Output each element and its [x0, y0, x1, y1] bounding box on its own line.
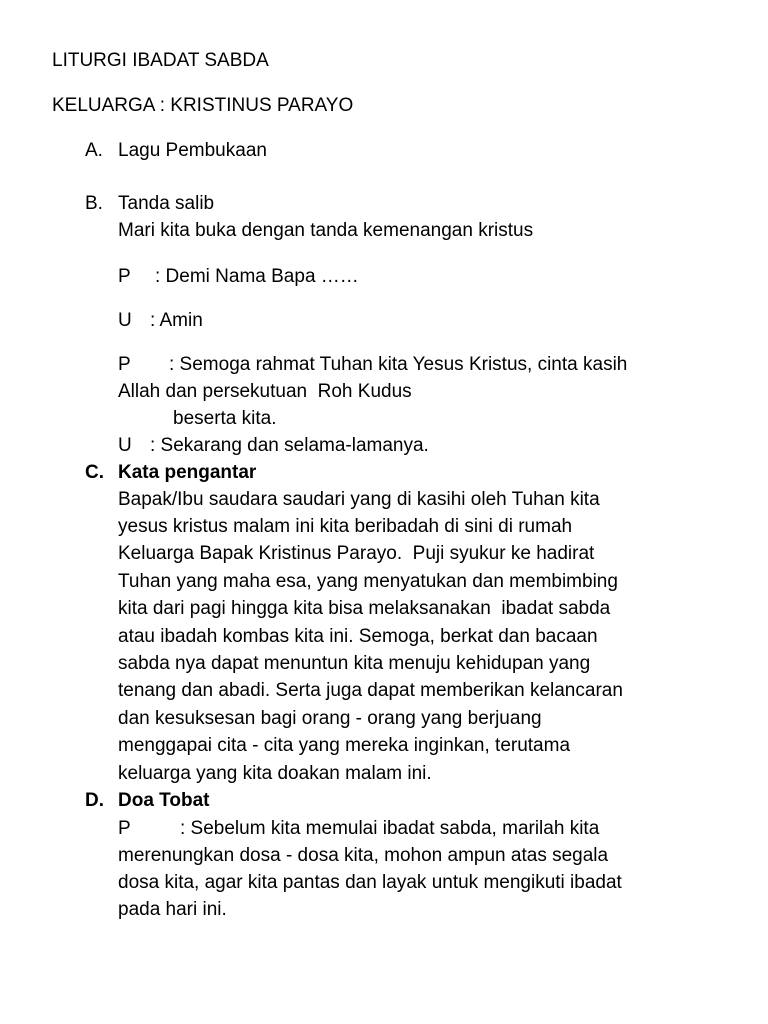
- section-a-marker: A.: [85, 140, 103, 161]
- paragraph-line: Keluarga Bapak Kristinus Parayo. Puji syukur ke hadirat: [118, 543, 595, 564]
- paragraph-line: kita dari pagi hingga kita bisa melaksanakan ibadat sabda: [118, 598, 611, 619]
- paragraph-line: keluarga yang kita doakan malam ini.: [118, 763, 432, 784]
- section-c-title: Kata pengantar: [118, 462, 257, 483]
- section-b-intro: Mari kita buka dengan tanda kemenangan kristus: [118, 220, 534, 241]
- section-c-marker: C.: [85, 462, 104, 483]
- priest-line-2-continued: Allah dan persekutuan Roh Kudus: [118, 381, 412, 402]
- paragraph-line: pada hari ini.: [118, 899, 227, 920]
- paragraph-line: tenang dan abadi. Serta juga dapat memberikan kelancaran: [118, 680, 623, 701]
- paragraph-line: sabda nya dapat menuntun kita menuju kehidupan yang: [118, 653, 591, 674]
- paragraph-line: merenungkan dosa - dosa kita, mohon ampun atas segala: [118, 845, 609, 866]
- priest-role-label: P: [118, 354, 131, 375]
- paragraph-line: dan kesuksesan bagi orang - orang yang berjuang: [118, 708, 542, 729]
- priest-line-1: : Demi Nama Bapa ……: [155, 266, 359, 287]
- people-line-1: : Amin: [150, 310, 203, 331]
- paragraph-line: : Sebelum kita memulai ibadat sabda, marilah kita: [180, 818, 600, 839]
- people-line-2: : Sekarang dan selama-lamanya.: [150, 435, 429, 456]
- section-b-marker: B.: [85, 193, 103, 214]
- section-d-marker: D.: [85, 790, 104, 811]
- paragraph-line: Tuhan yang maha esa, yang menyatukan dan membimbing: [118, 571, 618, 592]
- paragraph-line: yesus kristus malam ini kita beribadah di sini di rumah: [118, 516, 573, 537]
- document-title: LITURGI IBADAT SABDA: [52, 50, 269, 71]
- priest-role-label: P: [118, 818, 131, 839]
- section-b-title: Tanda salib: [118, 193, 215, 214]
- family-heading: KELUARGA : KRISTINUS PARAYO: [52, 95, 354, 116]
- people-role-label: U: [118, 435, 132, 456]
- paragraph-line: menggapai cita - cita yang mereka inginkan, terutama: [118, 735, 571, 756]
- paragraph-line: dosa kita, agar kita pantas dan layak untuk mengikuti ibadat: [118, 872, 622, 893]
- paragraph-line: Bapak/Ibu saudara saudari yang di kasihi oleh Tuhan kita: [118, 489, 600, 510]
- priest-line-2-end: beserta kita.: [173, 408, 277, 429]
- section-a-title: Lagu Pembukaan: [118, 140, 267, 161]
- people-role-label: U: [118, 310, 132, 331]
- priest-role-label: P: [118, 266, 131, 287]
- section-d-title: Doa Tobat: [118, 790, 210, 811]
- priest-line-2: : Semoga rahmat Tuhan kita Yesus Kristus, cinta kasih: [169, 354, 628, 375]
- paragraph-line: atau ibadah kombas kita ini. Semoga, berkat dan bacaan: [118, 626, 598, 647]
